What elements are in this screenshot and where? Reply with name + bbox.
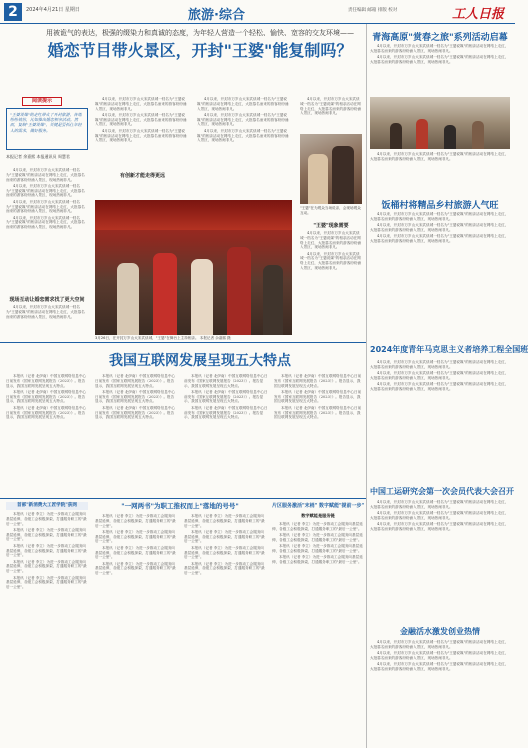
reading-guide-box: "王婆说媒"的走红带火了开封旅游，各地纷纷效仿，比如推出婚恋相亲活动。然而，复制"王婆说媒"，关键是要抓住年轻人的需求，做好服务。: [6, 108, 88, 150]
bottom-band-rule: [0, 498, 366, 499]
dateline: 2024年4月21日 星期日: [26, 7, 80, 13]
lead-byline: 本报记者 余嘉熙 本报通讯员 周慧君: [6, 154, 70, 159]
bottom-column-1: 本报讯（记者 李立）为进一步推动工会服务向基层延伸，各级工会积极探索，打通服务职工的"最后一公里"。 本报讯（记者 李立）为进一步推动工会服务向基层延伸，各级工会积极探索，打通服务职工的"最后一公里"。 本报讯（记者 李立）为进一步推动工会服务向基层延伸，各级工会积极探索，打通服务职工的"最后一公里"。 本报讯（记者 李立）为进一步推动工会服务向基层延伸，各级工会积极探索，打通服务职工的"最后一公里"。 本报讯（记者 李立）为进一步推动工会服务向基层延伸，各级工会积极探索，打通服务职工的"最后一公里"。: [6, 512, 87, 590]
bottom-headline-2: "一网两书"为职工推权而上"落地的号号": [121, 502, 239, 510]
newspaper-logo: 工人日报: [452, 7, 505, 22]
section-title: 旅游·综合: [188, 8, 245, 23]
page-number-badge: 2: [4, 3, 22, 21]
right-story-5: 4月以来，开封市万岁山大宋武侠城一档名为"王婆说媒"的相亲活动在网络上走红，大批慕名而来的游客纷纷涌入景区，现场热闹非凡。 4月以来，开封市万岁山大宋武侠城一档名为"王婆说媒"的相亲活动在网络上走红，大批慕名而来的游客纷纷涌入景区，现场热闹非凡。 4月以来，开封市万岁山大宋武侠城一档名为"王婆说媒"的相亲活动在网络上走红，大批慕名而来的游客纷纷涌入景区，现场热闹非凡。: [370, 640, 509, 671]
right-headline-1: 青海高原"赏春之旅"系列活动启幕: [372, 33, 508, 43]
bottom-headline-3: 片区服务激活"末梢" 数字赋能"提前一步": [272, 503, 365, 509]
lead-photo-small: [300, 134, 362, 204]
bottom-column-2b: 本报讯（记者 李立）为进一步推动工会服务向基层延伸，各级工会积极探索，打通服务职工的"最后一公里"。 本报讯（记者 李立）为进一步推动工会服务向基层延伸，各级工会积极探索，打通服务职工的"最后一公里"。 本报讯（记者 李立）为进一步推动工会服务向基层延伸，各级工会积极探索，打通服务职工的"最后一公里"。 本报讯（记者 李立）为进一步推动工会服务向基层延伸，各级工会积极探索，打通服务职工的"最后一公里"。: [184, 514, 265, 576]
right-story-2: 4月以来，开封市万岁山大宋武侠城一档名为"王婆说媒"的相亲活动在网络上走红，大批慕名而来的游客纷纷涌入景区，现场热闹非凡。 4月以来，开封市万岁山大宋武侠城一档名为"王婆说媒"的相亲活动在网络上走红，大批慕名而来的游客纷纷涌入景区，现场热闹非凡。 4月以来，开封市万岁山大宋武侠城一档名为"王婆说媒"的相亲活动在网络上走红，大批慕名而来的游客纷纷涌入景区，现场热闹非凡。: [370, 212, 509, 243]
right-headline-3: 2024年度青年马克思主义者培养工程全国班: [370, 345, 528, 354]
middle-headline: 我国互联网发展呈现五大特点: [109, 353, 291, 369]
middle-column-4: 本报讯（记者 北伊南）中国互联网络信息中心日前发布《国家互联网发展报告（2023）》。报告显示，我国互联网发展呈现五大特点。 本报讯（记者 北伊南）中国互联网络信息中心日前发布《国家互联网发展报告（2023）》。报告显示，我国互联网发展呈现五大特点。 本报讯（记者 北伊南）中国互联网络信息中心日前发布《国家互联网发展报告（2023）》。报告显示，我国互联网发展呈现五大特点。: [274, 374, 362, 420]
lead-headline: 婚恋节目带火景区，开封"王婆"能复制吗？: [47, 41, 353, 60]
masthead-rule: [0, 23, 515, 24]
editor-info: 责任编辑 邮箱 排版 校对: [348, 8, 398, 13]
middle-band-rule: [0, 342, 366, 343]
right-story-1: 4月以来，开封市万岁山大宋武侠城一档名为"王婆说媒"的相亲活动在网络上走红，大批慕名而来的游客纷纷涌入景区，现场热闹非凡。 4月以来，开封市万岁山大宋武侠城一档名为"王婆说媒"的相亲活动在网络上走红，大批慕名而来的游客纷纷涌入景区，现场热闹非凡。: [370, 44, 509, 64]
lead-subhead-3: "王婆"现象需要: [313, 223, 349, 229]
middle-column-2: 本报讯（记者 北伊南）中国互联网络信息中心日前发布《国家互联网发展报告（2023）》。报告显示，我国互联网发展呈现五大特点。 本报讯（记者 北伊南）中国互联网络信息中心日前发布《国家互联网发展报告（2023）》。报告显示，我国互联网发展呈现五大特点。 本报讯（记者 北伊南）中国互联网络信息中心日前发布《国家互联网发展报告（2023）》。报告显示，我国互联网发展呈现五大特点。: [95, 374, 176, 420]
right-headline-4: 中国工运研究会第一次会员代表大会召开: [370, 487, 514, 496]
middle-column-1: 本报讯（记者 北伊南）中国互联网络信息中心日前发布《国家互联网发展报告（2023）》。报告显示，我国互联网发展呈现五大特点。 本报讯（记者 北伊南）中国互联网络信息中心日前发布《国家互联网发展报告（2023）》。报告显示，我国互联网发展呈现五大特点。 本报讯（记者 北伊南）中国互联网络信息中心日前发布《国家互联网发展报告（2023）》。报告显示，我国互联网发展呈现五大特点。: [6, 374, 87, 420]
right-story-3: 4月以来，开封市万岁山大宋武侠城一档名为"王婆说媒"的相亲活动在网络上走红，大批慕名而来的游客纷纷涌入景区，现场热闹非凡。 4月以来，开封市万岁山大宋武侠城一档名为"王婆说媒"的相亲活动在网络上走红，大批慕名而来的游客纷纷涌入景区，现场热闹非凡。 4月以来，开封市万岁山大宋武侠城一档名为"王婆说媒"的相亲活动在网络上走红，大批慕名而来的游客纷纷涌入景区，现场热闹非凡。: [370, 360, 509, 391]
right-story-4: 4月以来，开封市万岁山大宋武侠城一档名为"王婆说媒"的相亲活动在网络上走红，大批慕名而来的游客纷纷涌入景区，现场热闹非凡。 4月以来，开封市万岁山大宋武侠城一档名为"王婆说媒"的相亲活动在网络上走红，大批慕名而来的游客纷纷涌入景区，现场热闹非凡。 4月以来，开封市万岁山大宋武侠城一档名为"王婆说媒"的相亲活动在网络上走红，大批慕名而来的游客纷纷涌入景区，现场热闹非凡。: [370, 500, 509, 531]
lead-subhead-2: 有创新才能走得更远: [119, 173, 165, 179]
lead-photo-small-caption: "王婆"在为观众当场说亲，会现场观众互动。: [300, 206, 361, 215]
lead-column-1: 4月以来，开封市万岁山大宋武侠城一档名为"王婆说媒"的相亲活动在网络上走红，大批慕名而来的游客纷纷涌入景区，现场热闹非凡。 4月以来，开封市万岁山大宋武侠城一档名为"王婆说媒"的相亲活动在网络上走红，大批慕名而来的游客纷纷涌入景区，现场热闹非凡。 4月以来，开封市万岁山大宋武侠城一档名为"王婆说媒"的相亲活动在网络上走红，大批慕名而来的游客纷纷涌入景区，现场热闹非凡。 4月以来，开封市万岁山大宋武侠城一档名为"王婆说媒"的相亲活动在网络上走红，大批慕名而来的游客纷纷涌入景区，现场热闹非凡。: [6, 168, 85, 230]
middle-column-3: 本报讯（记者 北伊南）中国互联网络信息中心日前发布《国家互联网发展报告（2023）》。报告显示，我国互联网发展呈现五大特点。 本报讯（记者 北伊南）中国互联网络信息中心日前发布《国家互联网发展报告（2023）》。报告显示，我国互联网发展呈现五大特点。 本报讯（记者 北伊南）中国互联网络信息中心日前发布《国家互联网发展报告（2023）》。报告显示，我国互联网发展呈现五大特点。: [184, 374, 268, 420]
lead-column-3: 4月以来，开封市万岁山大宋武侠城一档名为"王婆说媒"的相亲活动在网络上走红，大批慕名而来的游客纷纷涌入景区，现场热闹非凡。 4月以来，开封市万岁山大宋武侠城一档名为"王婆说媒"的相亲活动在网络上走红，大批慕名而来的游客纷纷涌入景区，现场热闹非凡。 4月以来，开封市万岁山大宋武侠城一档名为"王婆说媒"的相亲活动在网络上走红，大批慕名而来的游客纷纷涌入景区，现场热闹非凡。: [197, 97, 289, 143]
right-headline-5: 金融活水激发创业热情: [400, 627, 480, 636]
lead-subhead-1: 现场互动让婚恋需求找了更大空间: [9, 297, 85, 303]
bottom-column-2a: 本报讯（记者 李立）为进一步推动工会服务向基层延伸，各级工会积极探索，打通服务职工的"最后一公里"。 本报讯（记者 李立）为进一步推动工会服务向基层延伸，各级工会积极探索，打通服务职工的"最后一公里"。 本报讯（记者 李立）为进一步推动工会服务向基层延伸，各级工会积极探索，打通服务职工的"最后一公里"。 本报讯（记者 李立）为进一步推动工会服务向基层延伸，各级工会积极探索，打通服务职工的"最后一公里"。: [95, 514, 176, 576]
right-story-1b: 4月以来，开封市万岁山大宋武侠城一档名为"王婆说媒"的相亲活动在网络上走红，大批慕名而来的游客纷纷涌入景区，现场热闹非凡。: [370, 152, 509, 161]
bottom-headline-1: 首部"新消费大工匠学院"获网: [6, 502, 88, 510]
lead-kicker: 用被诡气的表达，极强的缀染力和真诚的态度，为年轻人营造一个轻松、愉快、宽容的交友环境——: [46, 29, 354, 37]
right-photo: [370, 97, 510, 149]
reading-guide-title: 阅读提示: [22, 97, 62, 106]
lead-column-4: 4月以来，开封市万岁山大宋武侠城一档名为"王婆说媒"的相亲活动在网络上走红，大批慕名而来的游客纷纷涌入景区，现场热闹非凡。: [300, 97, 362, 116]
right-headline-2: 饭桶村将精品乡村旅游人气旺: [381, 201, 499, 211]
lead-column-1b: 4月以来，开封市万岁山大宋武侠城一档名为"王婆说媒"的相亲活动在网络上走红，大批慕名而来的游客纷纷涌入景区，现场热闹非凡。: [6, 305, 85, 319]
right-column-rule: [366, 24, 367, 748]
lead-photo: [95, 200, 292, 335]
lead-column-4b: 4月以来，开封市万岁山大宋武侠城一档名为"王婆说媒"的相亲活动在网络上走红，大批慕名而来的游客纷纷涌入景区，现场热闹非凡。 4月以来，开封市万岁山大宋武侠城一档名为"王婆说媒"的相亲活动在网络上走红，大批慕名而来的游客纷纷涌入景区，现场热闹非凡。: [300, 231, 362, 271]
bottom-subhead-3: 数字赋能是服务链: [301, 513, 335, 518]
lead-column-2: 4月以来，开封市万岁山大宋武侠城一档名为"王婆说媒"的相亲活动在网络上走红，大批慕名而来的游客纷纷涌入景区，现场热闹非凡。 4月以来，开封市万岁山大宋武侠城一档名为"王婆说媒"的相亲活动在网络上走红，大批慕名而来的游客纷纷涌入景区，现场热闹非凡。 4月以来，开封市万岁山大宋武侠城一档名为"王婆说媒"的相亲活动在网络上走红，大批慕名而来的游客纷纷涌入景区，现场热闹非凡。: [95, 97, 187, 143]
lead-photo-caption: 3月26日，在开封万岁山大宋武侠城，"王婆"在舞台上主持相亲。 本报记者 余嘉熙 摄: [95, 336, 231, 340]
bottom-column-3: 本报讯（记者 李立）为进一步推动工会服务向基层延伸，各级工会积极探索，打通服务职工的"最后一公里"。 本报讯（记者 李立）为进一步推动工会服务向基层延伸，各级工会积极探索，打通服务职工的"最后一公里"。 本报讯（记者 李立）为进一步推动工会服务向基层延伸，各级工会积极探索，打通服务职工的"最后一公里"。 本报讯（记者 李立）为进一步推动工会服务向基层延伸，各级工会积极探索，打通服务职工的"最后一公里"。: [272, 522, 363, 565]
